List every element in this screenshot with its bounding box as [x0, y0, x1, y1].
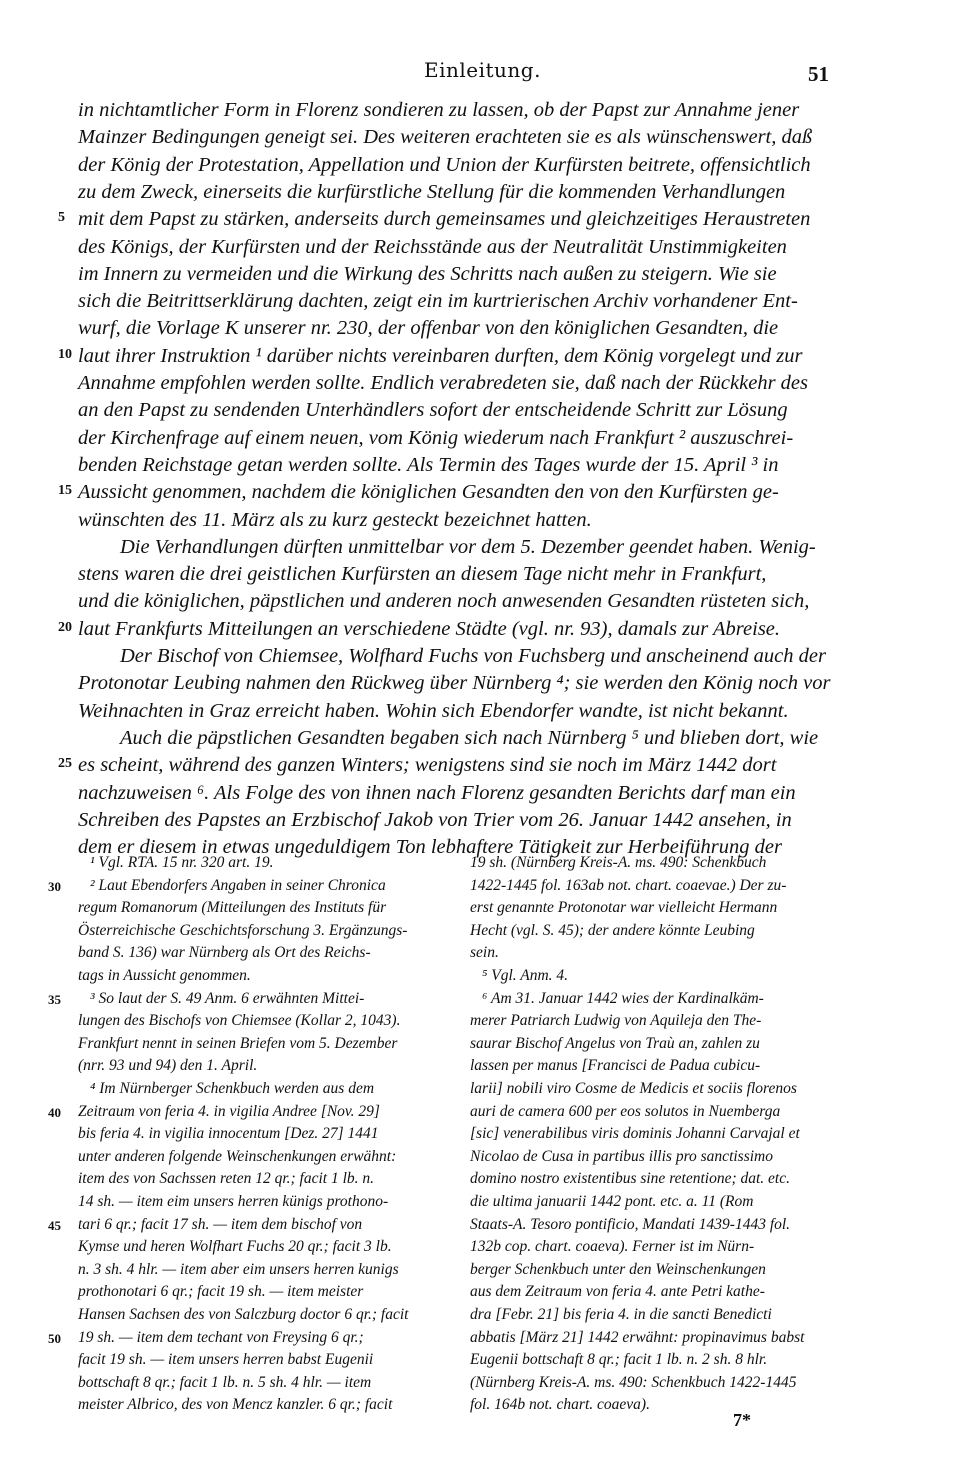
line-text: laut Frankfurts Mitteilungen an verschiedene Städte (vgl. nr. 93), damals zur Abreise. [78, 617, 781, 640]
footnote-line [470, 1259, 766, 1281]
footnote-line [470, 875, 786, 897]
line-text: nachzuweisen ⁶. Als Folge des von ihnen nach Florenz gesandten Berichts darf man ein [78, 781, 796, 804]
sheet-signature: 7* [733, 1410, 751, 1430]
footnote-text: Nicolao de Cusa in partibus illis pro sanctissimo [470, 1147, 773, 1165]
text-line [0, 205, 960, 233]
text-line [0, 642, 960, 670]
line-text: an den Papst zu sendenden Unterhändlers sofort der entscheidende Schritt zur Lösung [78, 399, 788, 422]
footnote-text: facit 19 sh. — item unsers herren babst Eugenii [78, 1351, 374, 1369]
text-line [0, 587, 960, 615]
text-line [0, 151, 960, 179]
footnote-text: lungen des Bischofs von Chiemsee (Kollar 2, 1043). [78, 1012, 401, 1030]
text-line [0, 369, 960, 397]
footnote-text: bottschaft 8 qr.; facit 1 lb. n. 5 sh. 4 hlr. — item [78, 1373, 372, 1391]
footnote-text: Hansen Sachsen des von Salczburg doctor 6 qr.; facit [78, 1306, 409, 1323]
line-number: 25 [58, 756, 72, 772]
footnote-text: domino nostro existentibus sine retentione; dat. etc. [470, 1170, 790, 1188]
line-number: 15 [58, 483, 72, 499]
footnote-text: Frankfurt nennt in seinen Briefen vom 5. Dezember [78, 1034, 398, 1052]
footnote-line [470, 1349, 767, 1371]
footnote-text: Eugenii bottschaft 8 qr.; facit 1 lb. n. 2 sh. 8 hlr. [470, 1351, 768, 1369]
line-text: des Königs, der Kurfürsten und der Reichsstände aus der Neutralität Unstimmigkeiten [78, 235, 787, 258]
text-line [0, 669, 960, 697]
line-number: 50 [48, 1330, 61, 1346]
footnote-line [78, 1394, 392, 1416]
footnote-text: [sic] venerabilibus viris dominis Johanni Carvajal et [470, 1125, 800, 1143]
footnote-text: 1422-1445 fol. 163ab not. chart. coaevae.) Der zu- [470, 876, 787, 894]
text-line [0, 751, 960, 779]
footnote-text: Staats-A. Tesoro pontificio, Mandati 1439-1443 fol. [470, 1215, 791, 1233]
line-text: Die Verhandlungen dürften unmittelbar vor dem 5. Dezember geendet haben. Wenig- [120, 535, 816, 558]
line-text: der König der Protestation, Appellation und Union der Kurfürsten beitrete, offensichtlich [78, 153, 811, 176]
line-text: der Kirchenfrage auf einem neuen, vom König wiederum nach Frankfurt ² auszuschrei- [78, 426, 794, 449]
text-line [0, 342, 960, 370]
footnote-text: auri de camera 600 per eos solutos in Nuemberga [470, 1102, 781, 1120]
footnote-text: die ultima januarii 1442 pont. etc. a. 11 (Rom [470, 1193, 754, 1210]
footnote-line [78, 1349, 373, 1371]
footnote-text: dra [Febr. 21] bis feria 4. in die sancti Benedicti [470, 1306, 772, 1323]
text-line [0, 233, 960, 261]
footnote-line [78, 1010, 400, 1032]
text-line [0, 724, 960, 752]
footnote-line [470, 1123, 800, 1145]
footnote-text: meister Albrico, des von Mencz kanzler. 6 qr.; facit [78, 1396, 393, 1414]
text-line [0, 396, 960, 424]
footnote-line [48, 875, 386, 897]
footnote-line [78, 897, 386, 919]
text-line [0, 424, 960, 452]
line-text: laut ihrer Instruktion ¹ darüber nichts vereinbaren durften, dem König vorgelegt und zur [78, 344, 803, 367]
footnote-line [482, 965, 568, 987]
footnote-line [470, 1078, 797, 1100]
footnote-text: ² Laut Ebendorfers Angaben in seiner Chronica [90, 876, 386, 894]
page-header [0, 58, 960, 88]
footnote-text: ⁵ Vgl. Anm. 4. [482, 967, 569, 984]
footnote-line [470, 1146, 773, 1168]
footnote-line [78, 1372, 371, 1394]
line-number: 35 [48, 991, 61, 1007]
footnote-text: Österreichische Geschichtsforschung 3. Ergänzungs- [78, 921, 408, 939]
footnote-line [78, 1033, 397, 1055]
footnote-text: item des von Sachssen reten 12 qr.; facit 1 lb. n. [78, 1170, 375, 1188]
footnote-line [470, 920, 755, 942]
text-line [0, 260, 960, 288]
text-line [0, 314, 960, 342]
page-number: 51 [808, 62, 829, 86]
line-text: stens waren die drei geistlichen Kurfürsten an diesem Tage nicht mehr in Frankfurt, [78, 563, 767, 586]
text-line [0, 806, 960, 834]
footnote-line [90, 852, 273, 874]
footnote-line [48, 1327, 364, 1349]
footnote-text: merer Patriarch Ludwig von Aquileja den The- [470, 1012, 762, 1030]
footnote-line [48, 988, 365, 1010]
footnote-line [470, 1236, 754, 1258]
footnote-line [470, 1033, 760, 1055]
footnote-line [470, 1372, 796, 1394]
line-text: Schreiben des Papstes an Erzbischof Jakob von Trier vom 26. Januar 1442 ansehen, in [78, 808, 792, 831]
footnote-line [78, 1259, 399, 1281]
text-line [0, 123, 960, 151]
text-line [0, 178, 960, 206]
footnote-text: unter anderen folgende Weinschenkungen erwähnt: [78, 1147, 397, 1165]
footnote-line [470, 1055, 760, 1077]
footnote-text: 19 sh. — item dem techant von Freysing 6 qr.; [78, 1328, 364, 1346]
line-text: benden Reichstage getan werden sollte. Als Termin des Tages wurde der 15. April ³ in [78, 453, 779, 476]
line-text: Protonotar Leubing nahmen den Rückweg über Nürnberg ⁴; sie werden den König noch vor [78, 672, 831, 695]
line-text: es scheint, während des ganzen Winters; wenigstens sind sie noch im März 1442 dort [78, 754, 777, 777]
line-text: mit dem Papst zu stärken, anderseits durch gemeinsames und gleichzeitiges Heraustreten [78, 208, 811, 231]
footnote-text: aus dem Zeitraum von feria 4. ante Petri kathe- [470, 1283, 765, 1301]
footnote-line [470, 1214, 790, 1236]
line-text: und die königlichen, päpstlichen und anderen noch anwesenden Gesandten rüsteten sich, [78, 590, 810, 613]
line-text: dem er diesem in etwas ungeduldigem Ton lebhaftere Tätigkeit zur Herbeiführung der [78, 836, 782, 859]
line-number: 5 [58, 210, 65, 226]
footnote-line [470, 1327, 804, 1349]
running-title: Einleitung. [424, 58, 541, 82]
footnote-text: 19 sh. (Nürnberg Kreis-A. ms. 490: Schenkbuch [470, 854, 767, 871]
footnote-line [470, 1010, 761, 1032]
footnote-text: band S. 136) war Nürnberg als Ort des Reichs- [78, 944, 371, 962]
footnote-line [470, 1394, 650, 1416]
footnote-line [78, 1191, 388, 1213]
text-line [0, 506, 960, 534]
footnote-line [470, 897, 777, 919]
footnote-line [78, 1168, 374, 1190]
footnote-text: berger Schenkbuch unter den Weinschenkungen [470, 1260, 766, 1278]
line-text: in nichtamtlicher Form in Florenz sondieren zu lassen, ob der Papst zur Annahme jener [78, 99, 800, 121]
footnote-text: Zeitraum von feria 4. in vigilia Andree [Nov. 29] [78, 1102, 380, 1120]
footnote-line [90, 1078, 374, 1100]
line-number: 40 [48, 1104, 61, 1120]
footnote-line [78, 1304, 408, 1326]
footnote-text: larii] nobili viro Cosme de Medicis et sociis florenos [470, 1080, 797, 1097]
footnote-line [470, 852, 766, 874]
footnote-line [78, 1236, 392, 1258]
line-text: Der Bischof von Chiemsee, Wolfhard Fuchs von Fuchsberg und anscheinend auch der [120, 645, 826, 667]
footnote-text: tags in Aussicht genommen. [78, 967, 251, 984]
footnote-text: saurar Bischof Angelus von Traù an, zahlen zu [470, 1034, 760, 1052]
text-line [0, 615, 960, 643]
text-line [0, 697, 960, 725]
footnote-text: lassen per manus [Francisci de Padua cubicu- [470, 1057, 761, 1075]
footnote-text: prothonotari 6 qr.; facit 19 sh. — item meister [78, 1283, 364, 1301]
line-text: zu dem Zweck, einerseits die kurfürstliche Stellung für die kommenden Verhandlungen [78, 180, 786, 203]
footnote-text: regum Romanorum (Mitteilungen des Instituts für [78, 899, 387, 917]
text-line [0, 533, 960, 561]
line-text: Mainzer Bedingungen geneigt sei. Des weiteren erachteten sie es als wünschenswert, daß [78, 126, 813, 149]
line-text: sich die Beitrittserklärung dachten, zeigt ein im kurtrierischen Archiv vorhandener Ent- [78, 290, 798, 313]
line-text: Aussicht genommen, nachdem die königlichen Gesandten den von den Kurfürsten ge- [78, 481, 779, 504]
line-text: Annahme empfohlen werden sollte. Endlich verabredeten sie, daß nach der Rückkehr des [78, 372, 809, 394]
footnote-text: ⁶ Am 31. Januar 1442 wies der Kardinalkäm- [482, 989, 764, 1007]
text-line [0, 560, 960, 588]
footnote-text: 14 sh. — item eim unsers herren künigs prothono- [78, 1193, 389, 1210]
footnote-text: n. 3 sh. 4 hlr. — item aber eim unsers herren kunigs [78, 1260, 399, 1278]
footnote-text: bis feria 4. in vigilia innocentum [Dez. 27] 1441 [78, 1125, 379, 1143]
footnote-line [470, 1304, 772, 1326]
footnote-text: 132b cop. chart. coaeva). Ferner ist im Nürn- [470, 1238, 755, 1256]
footnote-text: Kymse und heren Wolfhart Fuchs 20 qr.; facit 3 lb. [78, 1238, 392, 1256]
footnote-text: (Nürnberg Kreis-A. ms. 490: Schenkbuch 1422-1445 [470, 1373, 797, 1391]
footnote-line [78, 1281, 363, 1303]
footnote-line [470, 1101, 780, 1123]
footnote-line [78, 965, 251, 987]
footnote-text: fol. 164b not. chart. coaeva). [470, 1396, 650, 1414]
footnote-line [470, 1281, 765, 1303]
footnote-text: ¹ Vgl. RTA. 15 nr. 320 art. 19. [90, 854, 274, 871]
line-text: im Innern zu vermeiden und die Wirkung des Schritts nach außen zu steigern. Wie sie [78, 262, 777, 285]
line-text: Auch die päpstlichen Gesandten begaben sich nach Nürnberg ⁵ und blieben dort, wie [120, 726, 819, 749]
footnote-line [78, 1123, 379, 1145]
footnote-line [470, 1191, 753, 1213]
line-number: 30 [48, 878, 61, 894]
footnote-line [78, 942, 371, 964]
footnote-text: ³ So laut der S. 49 Anm. 6 erwähnten Mittei- [90, 989, 365, 1007]
footnote-text: Hecht (vgl. S. 45); der andere könnte Leubing [470, 921, 755, 939]
footnote-text: erst genannte Protonotar war vielleicht Hermann [470, 899, 778, 917]
line-number: 20 [58, 619, 72, 635]
footnote-text: abbatis [März 21] 1442 erwähnt: propinavimus babst [470, 1328, 805, 1346]
footnote-line [78, 1146, 396, 1168]
text-line [0, 451, 960, 479]
footnote-line [482, 988, 764, 1010]
footnote-line [48, 1214, 363, 1236]
footnote-text: tari 6 qr.; facit 17 sh. — item dem bischof von [78, 1215, 363, 1233]
text-line [0, 96, 960, 124]
line-number: 45 [48, 1217, 61, 1233]
line-text: wünschten des 11. März als zu kurz gesteckt bezeichnet hatten. [78, 508, 592, 531]
footnote-line [78, 1055, 257, 1077]
footnote-line [48, 1101, 380, 1123]
footnote-line [470, 1168, 790, 1190]
footnote-text: ⁴ Im Nürnberger Schenkbuch werden aus dem [90, 1080, 375, 1097]
footnote-text: sein. [470, 944, 499, 962]
line-text: wurf, die Vorlage K unserer nr. 230, der offenbar von den königlichen Gesandten, die [78, 317, 779, 340]
text-line [0, 478, 960, 506]
footnote-line [78, 920, 407, 942]
text-line [0, 287, 960, 315]
line-number: 10 [58, 346, 72, 362]
footnote-line [470, 942, 499, 964]
line-text: Weihnachten in Graz erreicht haben. Wohin sich Ebendorfer wandte, ist nicht bekannt. [78, 699, 789, 722]
footnote-text: (nrr. 93 und 94) den 1. April. [78, 1057, 258, 1075]
text-line [0, 779, 960, 807]
